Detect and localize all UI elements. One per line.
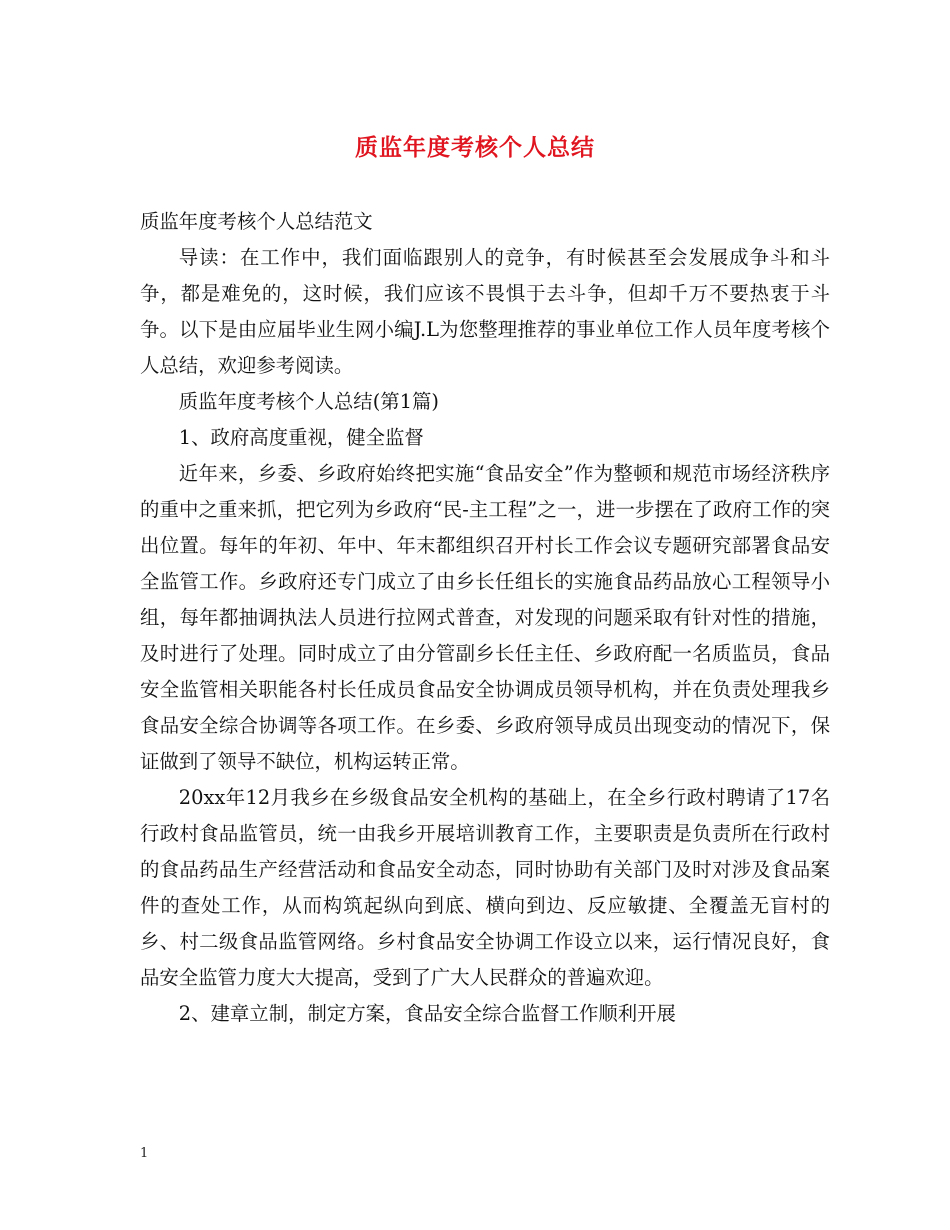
document-title: 质监年度考核个人总结 [355, 134, 595, 161]
body-paragraph: 20xx年12月我乡在乡级食品安全机构的基础上，在全乡行政村聘请了17名行政村食品监管员，统一由我乡开展培训教育工作，主要职责是负责所在行政村的食品药品生产经营活动和食品安全动态，同时协助有关部门及时对涉及食品案件的查处工作，从而构筑起纵向到底、横向到边、反应敏捷、全覆盖无盲村的乡、村二级食品监管网络。乡村食品安全协调工作设立以来，运行情况良好，食品安全监管力度大大提高，受到了广大人民群众的普遍欢迎。 [140, 786, 830, 989]
document-subtitle: 质监年度考核个人总结范文 [140, 210, 373, 233]
point-heading-2: 2、建章立制，制定方案，食品安全综合监督工作顺利开展 [178, 1002, 676, 1025]
page-number: 1 [140, 1146, 149, 1161]
document-body [140, 204, 830, 1032]
point-heading-1: 1、政府高度重视，健全监督 [178, 426, 424, 449]
intro-paragraph: 导读：在工作中，我们面临跟别人的竞争，有时候甚至会发展成争斗和斗争，都是难免的，这时候，我们应该不畏惧于去斗争，但却千万不要热衷于斗争。以下是由应届毕业生网小编J.L为您整理推荐的事业单位工作人员年度考核个人总结，欢迎参考阅读。 [140, 246, 830, 377]
body-paragraph: 近年来，乡委、乡政府始终把实施“食品安全”作为整顿和规范市场经济秩序的重中之重来抓，把它列为乡政府“民-主工程”之一，进一步摆在了政府工作的突出位置。每年的年初、年中、年末都组织召开村长工作会议专题研究部署食品安全监管工作。乡政府还专门成立了由乡长任组长的实施食品药品放心工程领导小组，每年都抽调执法人员进行拉网式普查，对发现的问题采取有针对性的措施，及时进行了处理。同时成立了由分管副乡长任主任、乡政府配一名质监员，食品安全监管相关职能各村长任成员食品安全协调成员领导机构，并在负责处理我乡食品安全综合协调等各项工作。在乡委、乡政府领导成员出现变动的情况下，保证做到了领导不缺位，机构运转正常。 [140, 462, 830, 773]
section-heading-part-1: 质监年度考核个人总结(第1篇) [178, 390, 439, 413]
